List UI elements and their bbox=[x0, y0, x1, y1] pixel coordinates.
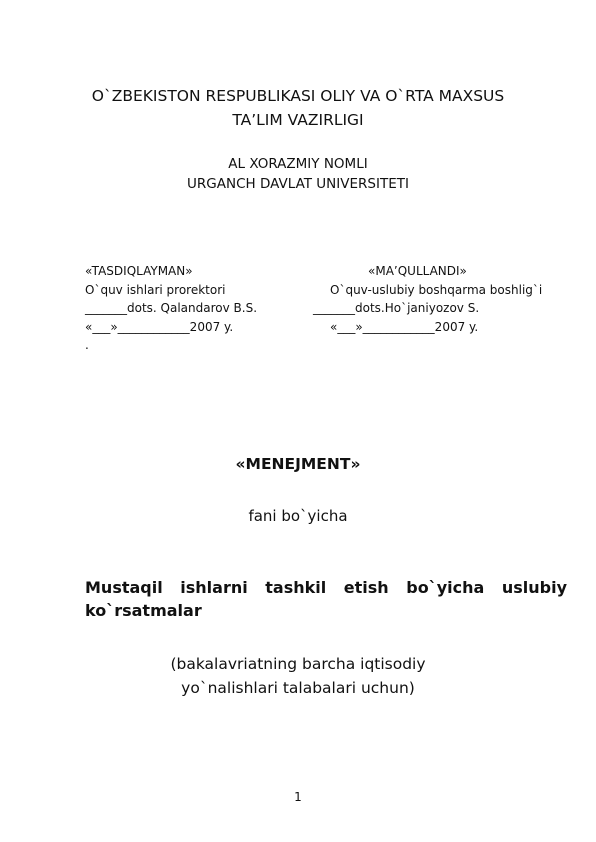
approval-date-left: «___»____________2007 y. bbox=[85, 319, 234, 334]
approval-position-left: O`quv ishlari prorektori bbox=[85, 282, 226, 297]
audience-line-2: yo`nalishlari talabalari uchun) bbox=[181, 679, 415, 697]
approval-signature-left: _______dots. Qalandarov B.S. bbox=[85, 301, 258, 315]
page-number: 1 bbox=[294, 790, 302, 804]
document-purpose: Mustaqil ishlarni tashkil etish bo`yicha uslubiy ko`rsatmalar bbox=[85, 578, 567, 620]
approval-dot-left: . bbox=[85, 338, 89, 352]
ministry-heading bbox=[0, 84, 596, 132]
subject-title: «MENEJMENT» bbox=[235, 455, 361, 473]
approval-signature-right: _______dots.Ho`janiyozov S. bbox=[313, 301, 480, 315]
approval-date-right: «___»____________2007 y. bbox=[330, 319, 479, 334]
subject-suffix: fani bo`yicha bbox=[248, 507, 348, 525]
approval-block-left bbox=[85, 262, 257, 355]
audience-line-1: (bakalavriatning barcha iqtisodiy bbox=[170, 655, 426, 673]
university-line-1: AL XORAZMIY NOMLI bbox=[228, 156, 368, 172]
approval-block-right bbox=[313, 262, 543, 336]
university-line-2: URGANCH DAVLAT UNIVERSITETI bbox=[187, 176, 409, 192]
approval-title-right: «MA’QULLANDI» bbox=[368, 264, 467, 278]
approval-title-left: «TASDIQLAYMAN» bbox=[85, 264, 193, 278]
university-heading bbox=[0, 154, 596, 194]
ministry-line-1: O`ZBEKISTON RESPUBLIKASI OLIY VA O`RTA MAXSUS bbox=[91, 87, 505, 105]
approval-position-right: O`quv-uslubiy boshqarma boshlig`i bbox=[330, 282, 543, 297]
ministry-line-2: TA’LIM VAZIRLIGI bbox=[232, 111, 364, 129]
audience-note bbox=[0, 652, 596, 700]
